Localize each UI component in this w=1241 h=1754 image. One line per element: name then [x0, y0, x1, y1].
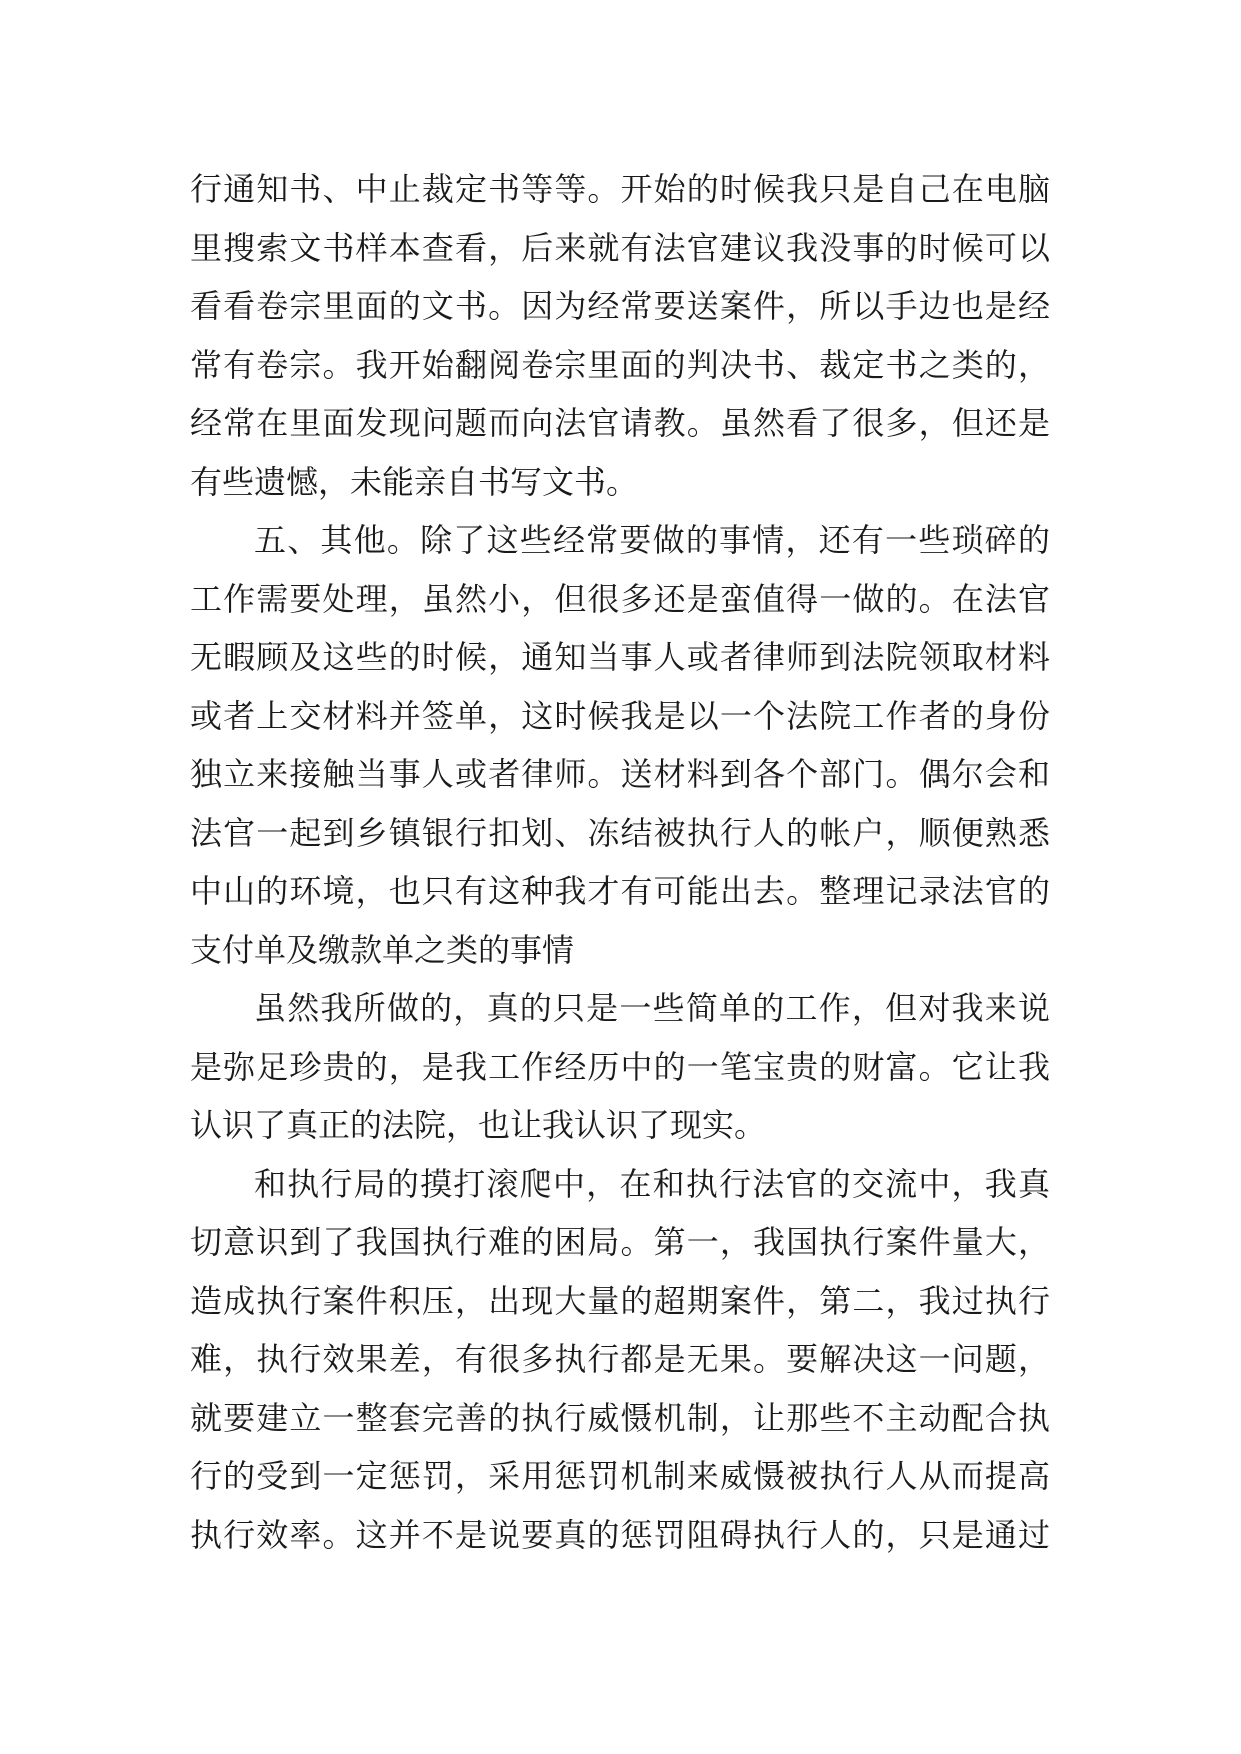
text-line: 行通知书、中止裁定书等等。开始的时候我只是自己在电脑 — [190, 170, 1050, 208]
text-line: 无暇顾及这些的时候，通知当事人或者律师到法院领取材料 — [190, 638, 1050, 676]
text-line: 独立来接触当事人或者律师。送材料到各个部门。偶尔会和 — [190, 755, 1050, 793]
text-line: 支付单及缴款单之类的事情 — [190, 930, 575, 969]
text-line: 有些遗憾，未能亲自书写文书。 — [190, 462, 639, 501]
text-line: 就要建立一整套完善的执行威慑机制，让那些不主动配合执 — [190, 1398, 1050, 1437]
text-line: 五、其他。除了这些经常要做的事情，还有一些琐碎的 — [254, 521, 1050, 559]
text-line: 造成执行案件积压，出现大量的超期案件，第二，我过执行 — [190, 1281, 1050, 1320]
text-line: 是弥足珍贵的，是我工作经历中的一笔宝贵的财富。它让我 — [190, 1047, 1050, 1086]
text-line: 中山的环境，也只有这种我才有可能出去。整理记录法官的 — [190, 872, 1050, 910]
text-line: 难，执行效果差，有很多执行都是无果。要解决这一问题， — [190, 1340, 1050, 1378]
text-line: 行的受到一定惩罚，采用惩罚机制来威慑被执行人从而提高 — [190, 1457, 1050, 1495]
text-line: 常有卷宗。我开始翻阅卷宗里面的判决书、裁定书之类的， — [190, 345, 1050, 384]
text-line: 执行效率。这并不是说要真的惩罚阻碍执行人的，只是通过 — [190, 1515, 1050, 1554]
text-line: 虽然我所做的，真的只是一些简单的工作，但对我来说 — [254, 989, 1050, 1027]
document-body — [190, 160, 1050, 1564]
text-line: 法官一起到乡镇银行扣划、冻结被执行人的帐户，顺便熟悉 — [190, 813, 1050, 852]
text-line: 和执行局的摸打滚爬中，在和执行法官的交流中，我真 — [254, 1164, 1050, 1203]
text-line: 经常在里面发现问题而向法官请教。虽然看了很多，但还是 — [190, 404, 1050, 442]
text-line: 工作需要处理，虽然小，但很多还是蛮值得一做的。在法官 — [190, 579, 1050, 618]
text-line: 或者上交材料并签单，这时候我是以一个法院工作者的身份 — [190, 696, 1050, 735]
text-line: 看看卷宗里面的文书。因为经常要送案件，所以手边也是经 — [190, 287, 1050, 325]
text-line: 认识了真正的法院，也让我认识了现实。 — [190, 1106, 767, 1144]
text-line: 里搜索文书样本查看，后来就有法官建议我没事的时候可以 — [190, 228, 1050, 267]
text-line: 切意识到了我国执行难的困局。第一，我国执行案件量大， — [190, 1223, 1050, 1261]
